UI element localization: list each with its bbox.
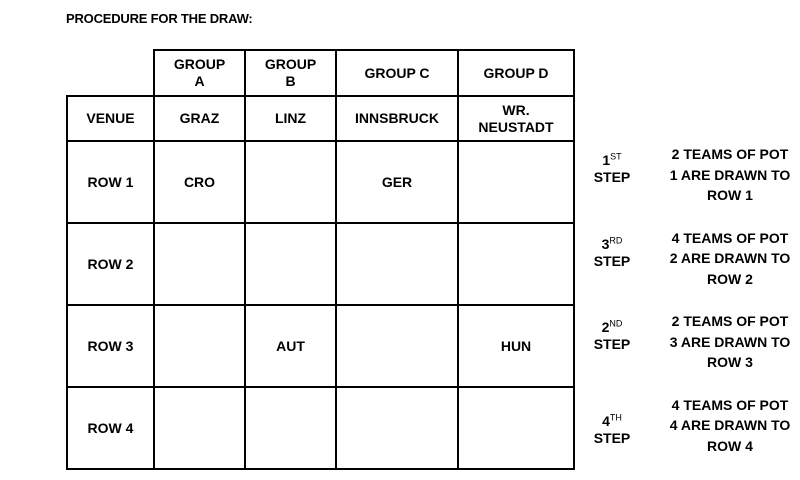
venue-city: GRAZ <box>154 96 245 141</box>
draw-cell <box>245 387 336 469</box>
venue-row <box>67 96 574 141</box>
row-label: ROW 3 <box>67 305 154 387</box>
draw-cell <box>154 223 245 305</box>
draw-row-2 <box>67 223 574 305</box>
draw-table <box>66 49 575 470</box>
group-header-row <box>67 50 574 96</box>
draw-cell <box>458 141 574 223</box>
page-title: PROCEDURE FOR THE DRAW: <box>66 11 253 26</box>
step-description: 4 TEAMS OF POT 2 ARE DRAWN TO ROW 2 <box>669 229 791 287</box>
venue-city: LINZ <box>245 96 336 141</box>
row-label: ROW 1 <box>67 141 154 223</box>
step-label <box>586 152 638 186</box>
venue-city: WR. NEUSTADT <box>458 96 574 141</box>
draw-cell <box>154 387 245 469</box>
draw-cell <box>336 223 458 305</box>
row-label: ROW 2 <box>67 223 154 305</box>
step-label <box>586 319 638 353</box>
group-header-d: GROUP D <box>458 50 574 96</box>
step-description: 4 TEAMS OF POT 4 ARE DRAWN TO ROW 4 <box>669 396 791 454</box>
step-label <box>586 413 638 447</box>
step-word: STEP <box>593 336 631 352</box>
draw-cell: HUN <box>458 305 574 387</box>
step-ordinal-suffix: ST <box>610 151 622 162</box>
draw-cell <box>336 387 458 469</box>
draw-cell: GER <box>336 141 458 223</box>
draw-cell <box>336 305 458 387</box>
draw-cell: AUT <box>245 305 336 387</box>
row-label: ROW 4 <box>67 387 154 469</box>
group-header-a: GROUP A <box>154 50 245 96</box>
step-ordinal: 1 <box>602 152 611 168</box>
step-ordinal-suffix: TH <box>609 411 622 422</box>
blank-corner-cell <box>67 50 154 96</box>
step-2 <box>578 226 800 310</box>
step-word: STEP <box>593 252 631 269</box>
draw-cell <box>245 223 336 305</box>
draw-cell <box>458 223 574 305</box>
draw-row-1 <box>67 141 574 223</box>
draw-cell <box>458 387 574 469</box>
step-ordinal: 4 <box>602 412 610 429</box>
draw-row-3 <box>67 305 574 387</box>
draw-cell <box>245 141 336 223</box>
draw-steps <box>578 142 800 476</box>
step-word: STEP <box>593 169 631 185</box>
draw-row-4 <box>67 387 574 469</box>
group-header-b: GROUP B <box>245 50 336 96</box>
step-ordinal-suffix: RD <box>609 234 623 245</box>
draw-cell: CRO <box>154 141 245 223</box>
group-header-c: GROUP C <box>336 50 458 96</box>
step-description: 2 TEAMS OF POT 3 ARE DRAWN TO ROW 3 <box>669 313 791 370</box>
step-4 <box>578 393 800 477</box>
step-3 <box>578 309 800 393</box>
step-word: STEP <box>593 429 631 446</box>
step-1 <box>578 142 800 226</box>
venue-row-label: VENUE <box>67 96 154 141</box>
step-ordinal: 2 <box>601 319 610 335</box>
venue-city: INNSBRUCK <box>336 96 458 141</box>
step-ordinal-suffix: ND <box>609 318 623 329</box>
step-ordinal: 3 <box>601 235 610 252</box>
step-label <box>586 236 638 270</box>
step-description: 2 TEAMS OF POT 1 ARE DRAWN TO ROW 1 <box>669 146 791 203</box>
draw-cell <box>154 305 245 387</box>
